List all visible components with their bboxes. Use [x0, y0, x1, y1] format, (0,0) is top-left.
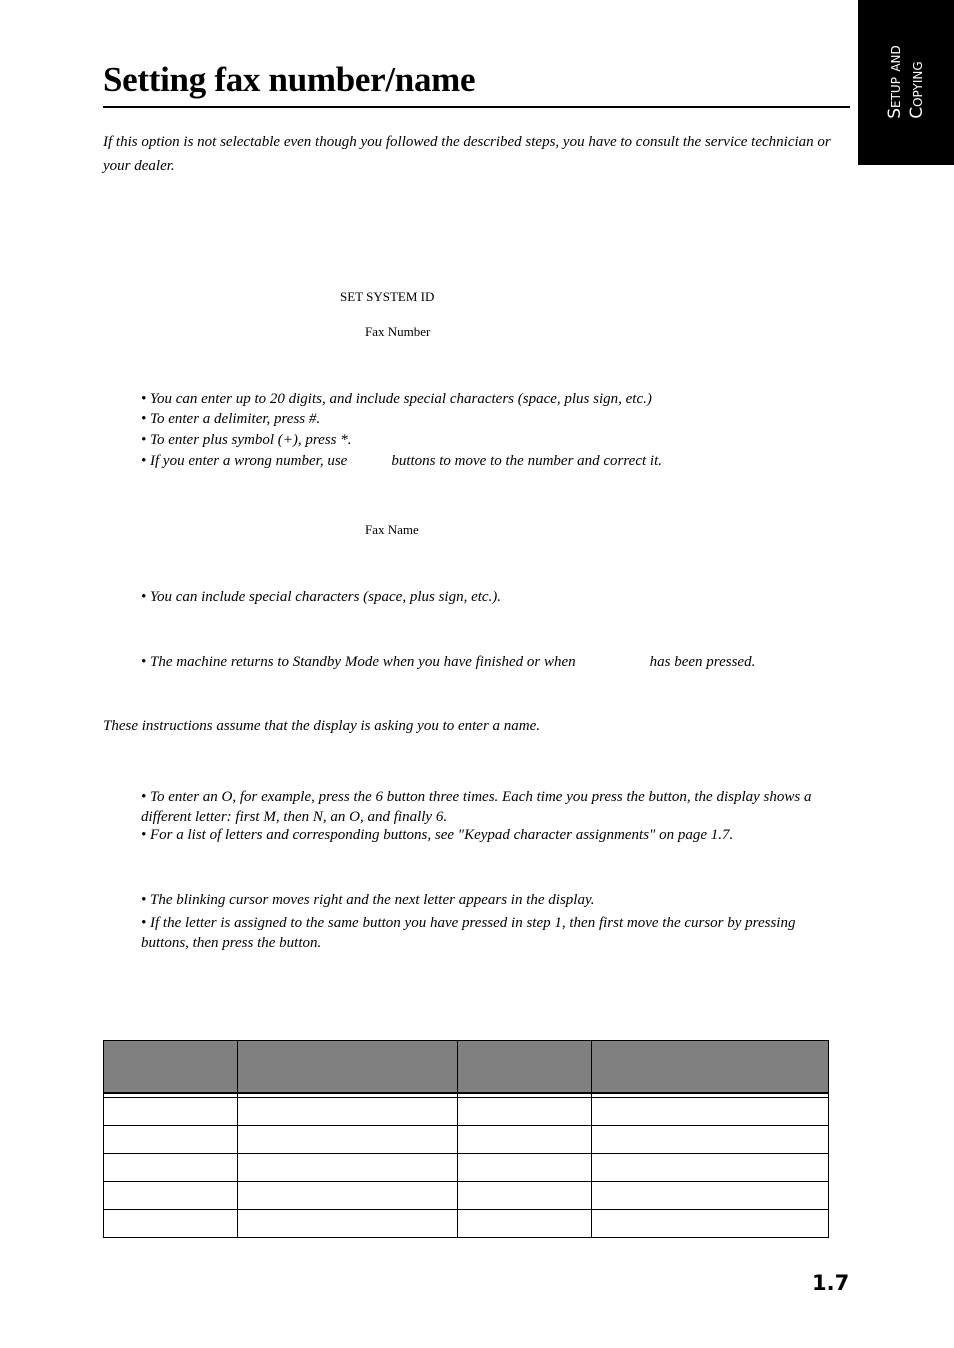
intro-note: If this option is not selectable even though you followed the described steps, you have to consult the service technician or your dealer. — [103, 134, 831, 174]
table-row — [104, 1182, 829, 1210]
note-cursor-moves: • The blinking cursor moves right and the next letter appears in the display. — [141, 892, 595, 908]
table-header-cell — [458, 1041, 592, 1094]
assume-note: These instructions assume that the display is asking you to enter a name. — [103, 718, 541, 734]
note-enter-letter-text: • To enter an O, for example, press the 6 button three times. Each time you press the button, the display shows a different letter: first M, then N, an O, and finally 6. — [141, 789, 812, 825]
note-letter-list: • For a list of letters and corresponding buttons, see "Keypad character assignments" on page 1.7. — [141, 827, 734, 843]
section-tab-line2: Copying — [907, 61, 927, 119]
note-standby-after: has been pressed. — [649, 654, 756, 670]
section-tab-line1: Setup and — [885, 45, 905, 119]
section-tab — [858, 0, 954, 165]
page-title: Setting fax number/name — [103, 60, 476, 99]
table-header-cell — [104, 1041, 238, 1094]
display-fax-number: Fax Number — [365, 324, 431, 339]
note-same-button-text: • If the letter is assigned to the same button you have pressed in step 1, then first move the cursor by pressing buttons, then press the button. — [141, 915, 796, 951]
note-enter-letter — [141, 787, 851, 827]
section-tab-label — [884, 45, 928, 119]
table-row — [104, 1210, 829, 1238]
table-row — [104, 1098, 829, 1126]
note-digits: • You can enter up to 20 digits, and include special characters (space, plus sign, etc.) — [141, 391, 652, 407]
note-wrong-number — [141, 453, 662, 470]
table-header-cell — [238, 1041, 458, 1094]
note-delimiter: • To enter a delimiter, press #. — [141, 411, 321, 427]
table-row — [104, 1126, 829, 1154]
note-special-characters: • You can include special characters (space, plus sign, etc.). — [141, 589, 502, 605]
note-standby-before: • The machine returns to Standby Mode when you have finished or when — [141, 654, 576, 670]
table-row — [104, 1154, 829, 1182]
display-fax-name: Fax Name — [365, 522, 419, 537]
note-plus-symbol: • To enter plus symbol (+), press *. — [141, 432, 352, 448]
table-header-cell — [592, 1041, 829, 1094]
note-wrong-number-after: buttons to move to the number and correct it. — [391, 453, 662, 469]
display-menu-text: SET SYSTEM ID — [340, 289, 435, 304]
title-rule — [103, 106, 850, 108]
page-number: 1.7 — [812, 1271, 850, 1295]
keypad-assignment-table — [103, 1040, 829, 1238]
table-header-row — [104, 1041, 829, 1094]
note-same-button — [141, 913, 806, 953]
note-wrong-number-before: • If you enter a wrong number, use — [141, 453, 348, 469]
note-standby — [141, 654, 755, 671]
